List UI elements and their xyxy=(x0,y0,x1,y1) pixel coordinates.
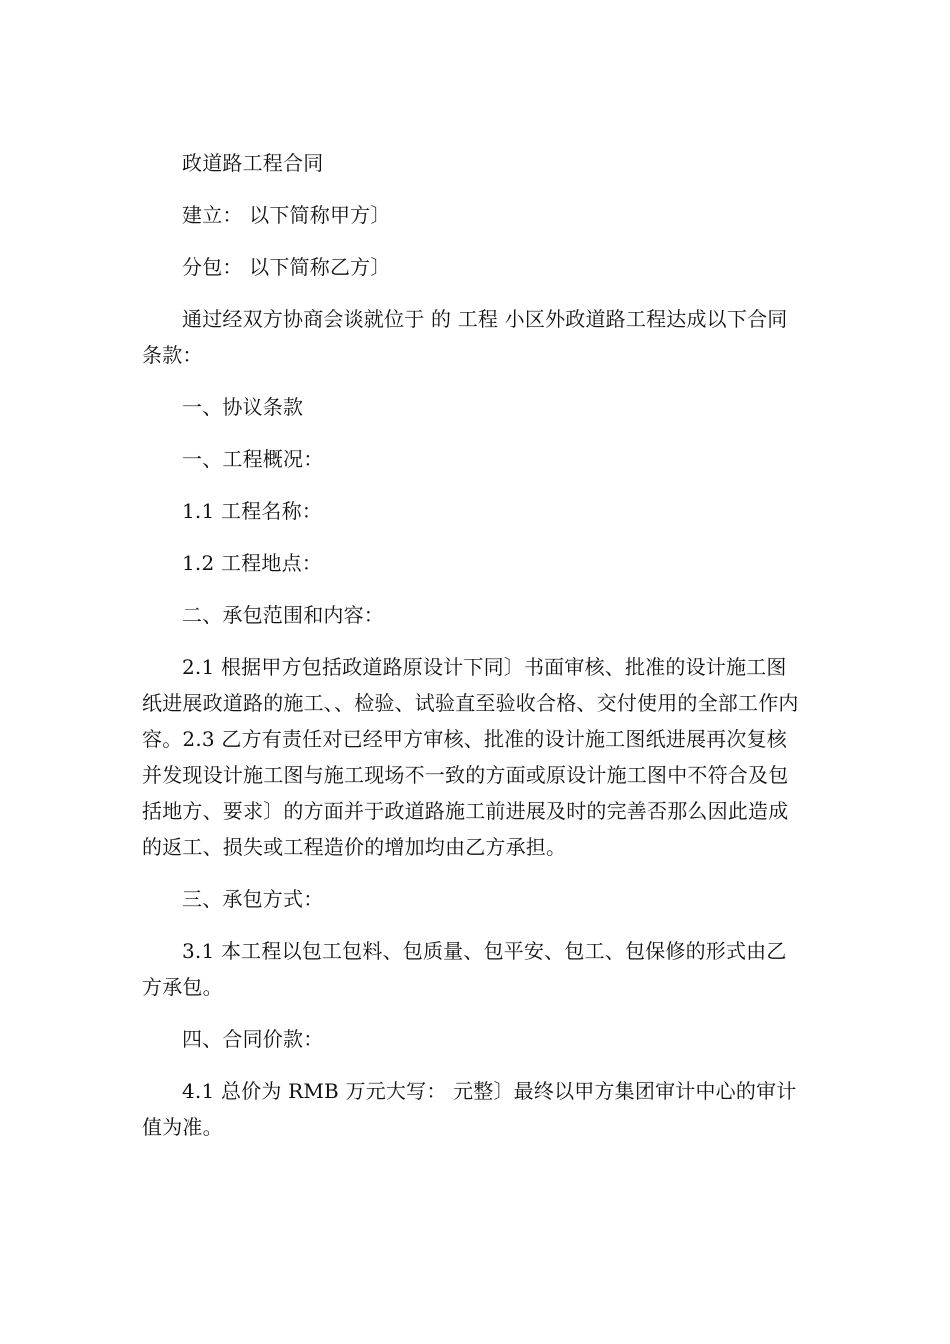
section-heading-agreement: 一、协议条款 xyxy=(182,395,304,419)
section-heading-scope: 二、承包范围和内容： xyxy=(182,603,384,627)
document-body xyxy=(142,145,802,1161)
section-heading-price: 四、合同价款： xyxy=(182,1027,324,1051)
party-b-line: 分包： 以下简称乙方〕 xyxy=(182,255,391,279)
party-a-line: 建立： 以下简称甲方〕 xyxy=(182,203,391,227)
section-heading-overview: 一、工程概况： xyxy=(182,447,324,471)
clause-2-1: 2.1 根据甲方包括政道路原设计下同〕书面审核、批准的设计施工图纸进展政道路的施工、、检验、试验直至验收合格、交付使用的全部工作内容。2.3 乙方有责任对已经甲方审核、批准的设计施工图纸进展再次复核并发现设计施工图与施工现场不一致的方面或原设计施工图中不符合及包括地方、要求〕的方面并于政道路施工前进展及时的完善否那么因此造成的返工、损失或工程造价的增加均由乙方承担。 xyxy=(142,655,799,859)
clause-3-1: 3.1 本工程以包工包料、包质量、包平安、包工、包保修的形式由乙方承包。 xyxy=(142,939,787,999)
clause-1-1: 1.1 工程名称： xyxy=(182,499,322,523)
clause-1-2: 1.2 工程地点： xyxy=(182,551,322,575)
preamble-paragraph: 通过经双方协商会谈就位于 的 工程 小区外政道路工程达成以下合同条款： xyxy=(142,307,788,367)
contract-title: 政道路工程合同 xyxy=(182,151,324,175)
clause-4-1: 4.1 总价为 RMB 万元大写： 元整〕最终以甲方集团审计中心的审计值为准。 xyxy=(142,1079,797,1139)
section-heading-method: 三、承包方式： xyxy=(182,887,324,911)
